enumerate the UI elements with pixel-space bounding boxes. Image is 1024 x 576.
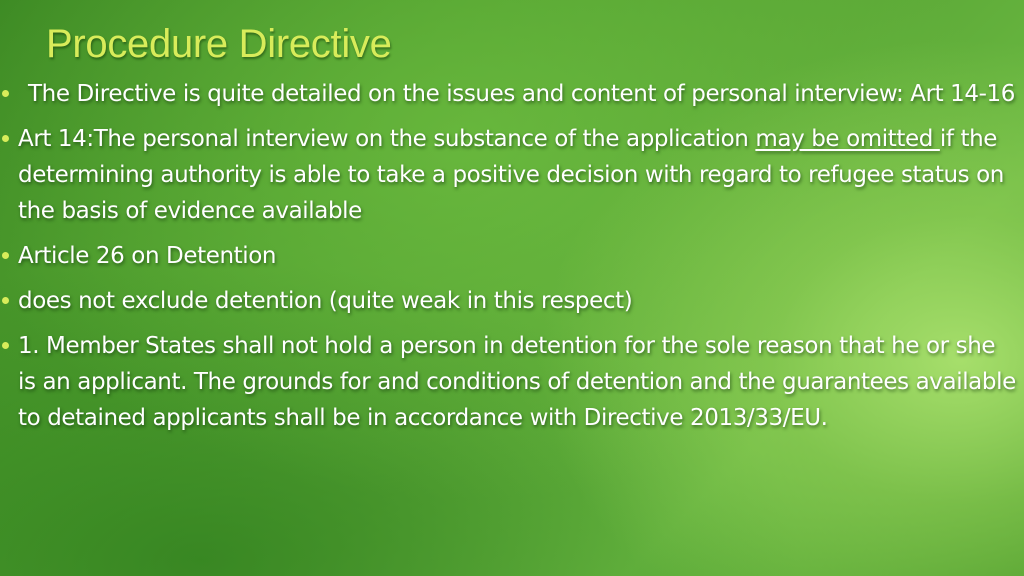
slide-title: Procedure Directive xyxy=(46,22,392,66)
bullet-text: Art 14:The personal interview on the substance of the application xyxy=(18,126,756,152)
bullet-text: Article 26 on Detention xyxy=(18,243,277,269)
bullet-dot-icon xyxy=(2,135,9,142)
bullet-dot-icon xyxy=(2,342,9,349)
bullet-text: does not exclude detention (quite weak in this respect) xyxy=(18,288,633,314)
bullet-item-art26 xyxy=(18,238,1018,274)
bullet-list xyxy=(18,76,1018,436)
bullet-text: if the determining authority is able to take a positive decision with regard to refugee status on the basis of evidence available xyxy=(18,126,1004,224)
bullet-dot-icon xyxy=(2,90,9,97)
bullet-item-interview xyxy=(18,76,1018,112)
underlined-phrase: may be omitted xyxy=(755,126,940,152)
bullet-text: The Directive is quite detailed on the issues and content of personal interview: Art 14-16 xyxy=(28,81,1016,107)
bullet-item-member-states xyxy=(18,328,1018,436)
bullet-text: 1. Member States shall not hold a person in detention for the sole reason that he or she is an applicant. The grounds for and conditions of detention and the guarantees available to detained applicants shall be in accordance with Directive 2013/33/EU. xyxy=(18,333,1016,431)
bullet-dot-icon xyxy=(2,297,9,304)
bullet-item-detention xyxy=(18,283,1018,319)
bullet-dot-icon xyxy=(2,252,9,259)
bullet-item-art14 xyxy=(18,121,1018,229)
